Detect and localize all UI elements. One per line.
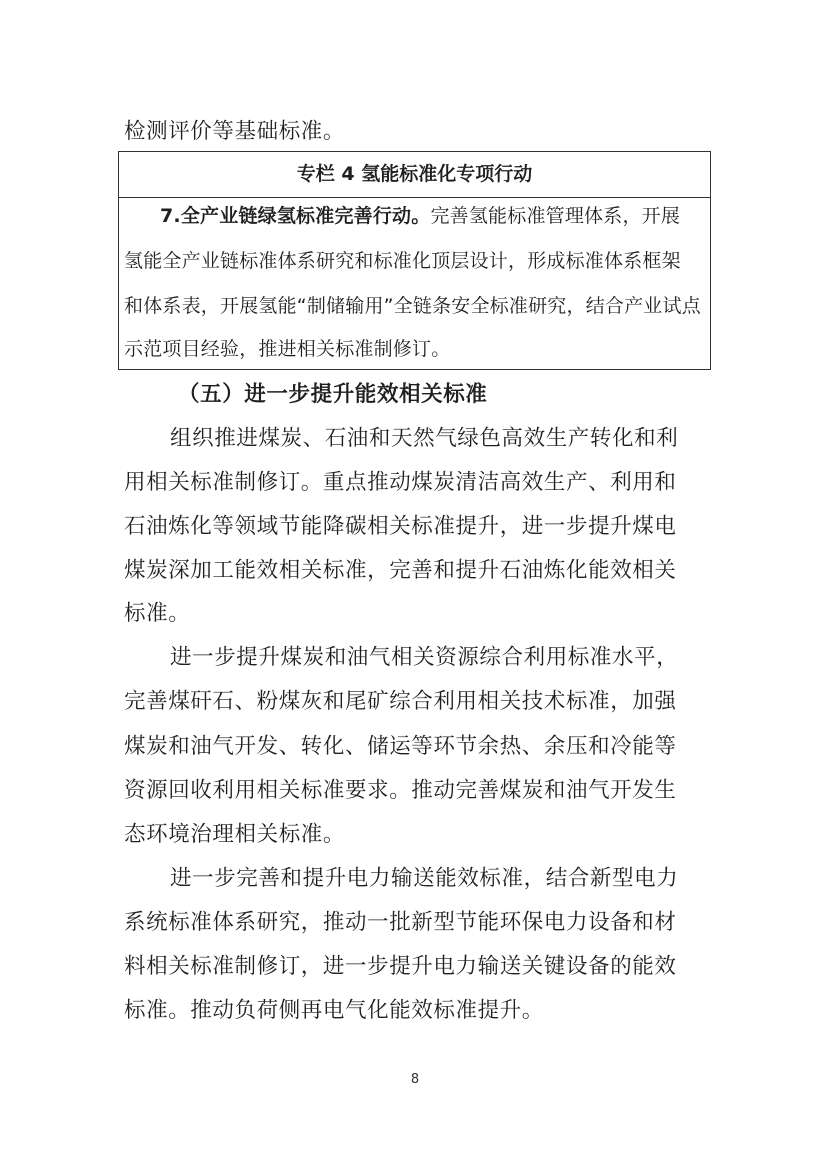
paragraph-3-line-4: 标准。推动负荷侧再电气化能效标准提升。 (124, 998, 544, 1023)
callout-line-1 (160, 197, 706, 235)
page-number: 8 (410, 1072, 420, 1087)
paragraph-2-line-3: 煤炭和油气开发、转化、储运等环节余热、余压和冷能等 (124, 734, 677, 759)
paragraph-1-line-2: 用相关标准制修订。重点推动煤炭清洁高效生产、利用和 (124, 470, 677, 495)
paragraph-2-line-5: 态环境治理相关标准。 (124, 822, 346, 847)
paragraph-1-line-3: 石油炼化等领域节能降碳相关标准提升，进一步提升煤电 (124, 514, 677, 539)
paragraph-2-line-4: 资源回收利用相关标准要求。推动完善煤炭和油气开发生 (124, 778, 677, 803)
callout-line-4: 示范项目经验，推进相关标准制修订。 (124, 338, 451, 360)
paragraph-1-line-5: 标准。 (124, 601, 191, 626)
callout-line-3: 和体系表，开展氢能“制储输用”全链条安全标准研究，结合产业试点 (124, 295, 701, 317)
paragraph-3-line-3: 料相关标准制修订，进一步提升电力输送关键设备的能效 (124, 954, 677, 979)
paragraph-3-line-2: 系统标准体系研究，推动一批新型节能环保电力设备和材 (124, 910, 677, 935)
paragraph-3-line-1: 进一步完善和提升电力输送能效标准，结合新型电力 (170, 866, 679, 891)
callout-title: 专栏 4 氢能标准化专项行动 (296, 163, 533, 185)
paragraph-2-line-2: 完善煤矸石、粉煤灰和尾矿综合利用相关技术标准，加强 (124, 689, 677, 714)
paragraph-1-line-4: 煤炭深加工能效相关标准，完善和提升石油炼化能效相关 (124, 558, 677, 583)
callout-lead-rest: 完善氢能标准管理体系，开展 (430, 205, 681, 227)
paragraph-2-line-1: 进一步提升煤炭和油气相关资源综合利用标准水平， (170, 645, 679, 670)
callout-lead-bold: 7.全产业链绿氢标准完善行动。 (160, 205, 431, 227)
callout-line-2: 氢能全产业链标准体系研究和标准化顶层设计，形成标准体系框架 (124, 250, 681, 272)
text-line-top: 检测评价等基础标准。 (124, 119, 346, 144)
section-heading: （五）进一步提升能效相关标准 (178, 382, 488, 407)
paragraph-1-line-1: 组织推进煤炭、石油和天然气绿色高效生产转化和利 (170, 426, 679, 451)
